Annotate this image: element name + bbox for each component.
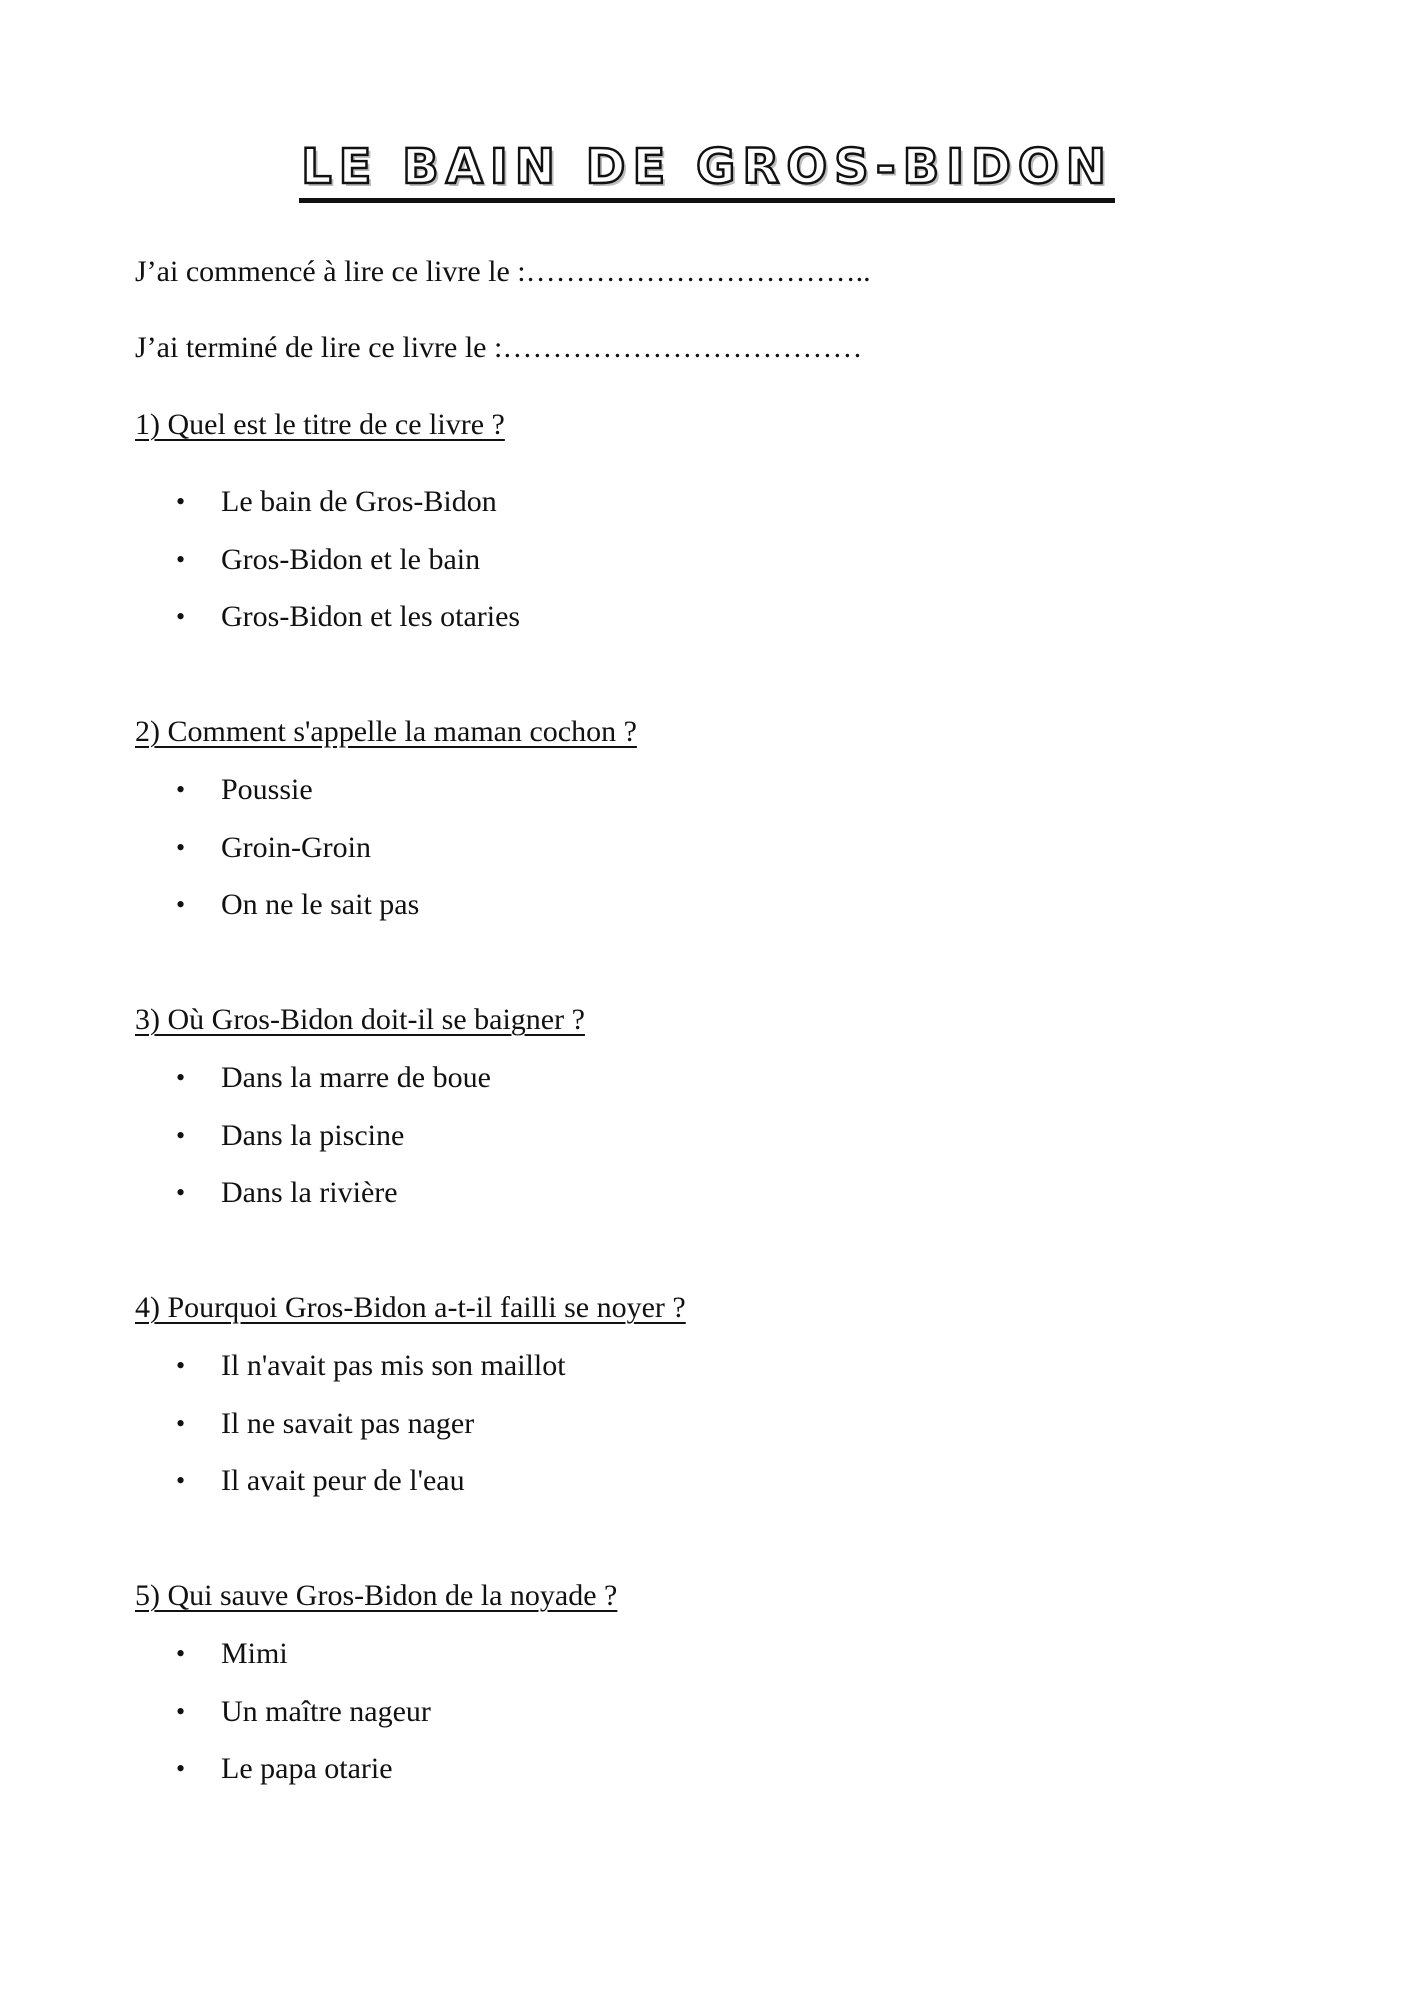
bullet-icon: • [176,1697,186,1726]
question-4: 4) Pourquoi Gros-Bidon a-t-il failli se noyer ? [135,1291,686,1324]
question-1: 1) Quel est le titre de ce livre ? [135,408,505,441]
option-label: Il ne savait pas nager [221,1407,475,1440]
question-4-option-1 [176,1348,566,1384]
start-date-line: J’ai commencé à lire ce livre le :…………………………….. [135,255,871,288]
question-3-option-1 [176,1060,491,1096]
bullet-icon: • [176,1121,186,1150]
question-5-option-1 [176,1636,288,1672]
bullet-icon: • [176,833,186,862]
question-3: 3) Où Gros-Bidon doit-il se baigner ? [135,1003,585,1036]
bullet-icon: • [176,545,186,574]
option-label: Dans la marre de boue [221,1061,491,1094]
option-label: Groin-Groin [221,831,371,864]
question-5-option-2 [176,1694,431,1730]
question-3-option-2 [176,1118,404,1154]
bullet-icon: • [176,1466,186,1495]
option-label: Poussie [221,773,313,806]
bullet-icon: • [176,1063,186,1092]
bullet-icon: • [176,1409,186,1438]
bullet-icon: • [176,1178,186,1207]
option-label: Un maître nageur [221,1695,431,1728]
option-label: Dans la rivière [221,1176,398,1209]
title-container [0,138,1414,203]
page-title: LE BAIN DE GROS-BIDON [299,138,1115,203]
question-2-option-2 [176,830,371,866]
option-label: Le papa otarie [221,1752,393,1785]
question-2-option-3 [176,887,419,923]
option-label: Il n'avait pas mis son maillot [221,1349,566,1382]
question-3-option-3 [176,1175,398,1211]
bullet-icon: • [176,602,186,631]
question-4-option-2 [176,1406,474,1442]
question-5-option-3 [176,1751,393,1787]
option-label: Dans la piscine [221,1119,405,1152]
bullet-icon: • [176,1639,186,1668]
option-label: Mimi [221,1637,288,1670]
question-2-option-1 [176,772,313,808]
bullet-icon: • [176,487,186,516]
question-2: 2) Comment s'appelle la maman cochon ? [135,715,637,748]
question-4-option-3 [176,1463,465,1499]
bullet-icon: • [176,1754,186,1783]
option-label: Gros-Bidon et les otaries [221,600,521,633]
bullet-icon: • [176,775,186,804]
option-label: Gros-Bidon et le bain [221,543,481,576]
question-5: 5) Qui sauve Gros-Bidon de la noyade ? [135,1579,618,1612]
bullet-icon: • [176,890,186,919]
question-1-option-2 [176,542,480,578]
question-1-option-3 [176,599,520,635]
option-label: On ne le sait pas [221,888,420,921]
option-label: Le bain de Gros-Bidon [221,485,497,518]
end-date-line: J’ai terminé de lire ce livre le :……………………………… [135,331,863,364]
option-label: Il avait peur de l'eau [221,1464,465,1497]
bullet-icon: • [176,1351,186,1380]
question-1-option-1 [176,484,497,520]
